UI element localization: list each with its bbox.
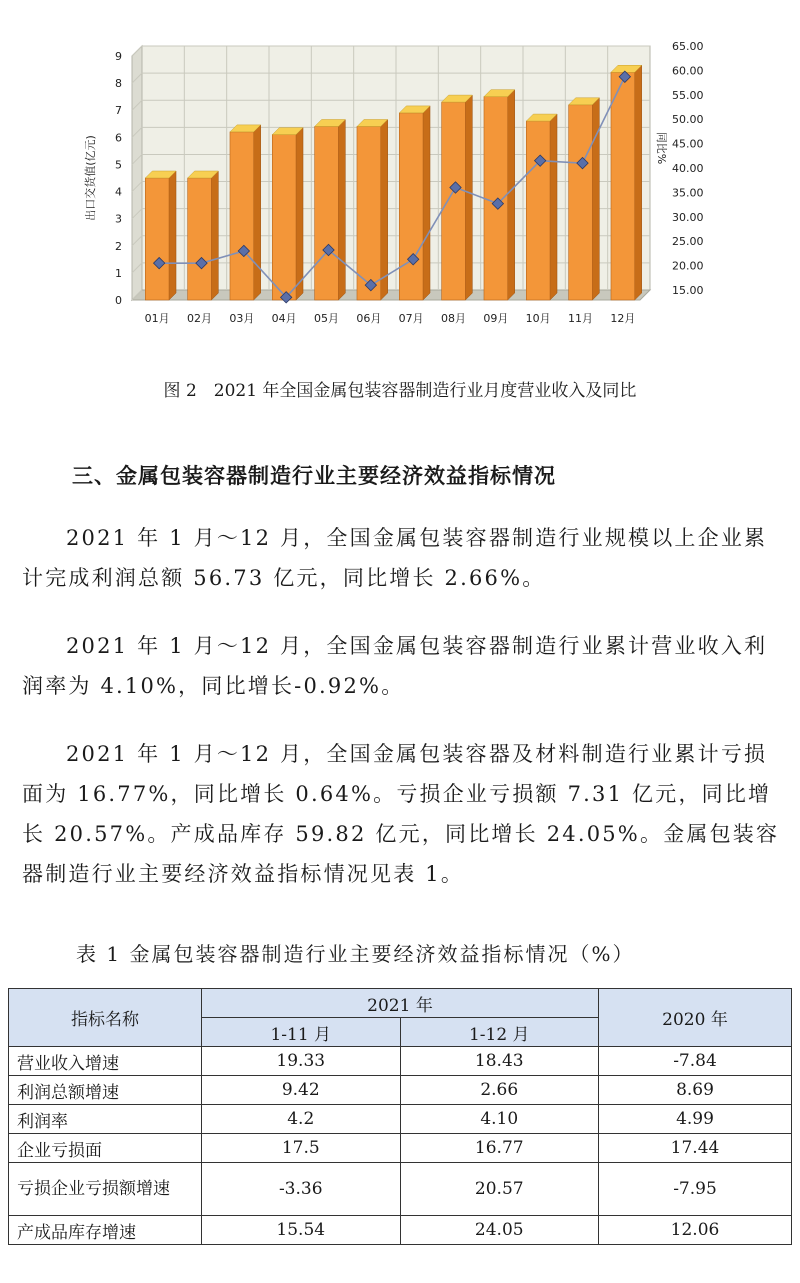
header-indicator-name: 指标名称 <box>9 989 202 1047</box>
paragraph-margin <box>22 626 782 706</box>
cell-2020: 12.06 <box>599 1216 792 1245</box>
bar-12月 <box>611 65 642 300</box>
cell-2020: -7.84 <box>599 1047 792 1076</box>
cell-1-11: 9.42 <box>202 1076 401 1105</box>
y2-tick-label: 60.00 <box>672 64 704 78</box>
y2-tick-label: 50.00 <box>672 113 704 127</box>
header-1-11: 1-11 月 <box>202 1018 401 1047</box>
bar-front <box>526 121 550 300</box>
bar-side <box>550 114 557 300</box>
bar-03月 <box>230 125 261 300</box>
y-tick-label: 0 <box>115 294 122 307</box>
y-tick-label: 9 <box>115 50 122 63</box>
cell-1-12: 4.10 <box>400 1105 599 1134</box>
y2-tick-label: 65.00 <box>672 40 704 53</box>
x-tick-label: 04月 <box>271 312 297 325</box>
x-tick-label: 10月 <box>525 312 551 325</box>
y2-axis-title: 同比% <box>655 131 668 165</box>
table-row <box>9 1105 792 1134</box>
table-row <box>9 1076 792 1105</box>
y2-tick-label: 55.00 <box>672 88 704 102</box>
paragraph-text: 2021 年 1 月～12 月，全国金属包装容器及材料制造行业累计亏损面为 16.77%，同比增长 0.64%。亏损企业亏损额 7.31 亿元，同比增长 20.57%。产成品库存 59.82 亿元，同比增长 24.05%。金属包装容器制造行业主要经济效益指标情况见表 1。 <box>22 742 780 886</box>
section-heading: 三、金属包装容器制造行业主要经济效益指标情况 <box>72 463 556 488</box>
bar-side <box>211 171 218 300</box>
revenue-chart <box>80 30 720 350</box>
bar-10月 <box>526 114 557 300</box>
bar-02月 <box>188 171 219 300</box>
y2-tick-label: 30.00 <box>672 210 704 224</box>
y-tick-label: 2 <box>115 239 122 253</box>
bar-front <box>611 72 635 300</box>
row-name: 企业亏损面 <box>9 1134 202 1163</box>
header-year-2020: 2020 年 <box>599 989 792 1047</box>
cell-1-12: 2.66 <box>400 1076 599 1105</box>
cell-1-11: 17.5 <box>202 1134 401 1163</box>
y-tick-label: 3 <box>115 212 122 226</box>
cell-2020: 17.44 <box>599 1134 792 1163</box>
row-name: 营业收入增速 <box>9 1047 202 1076</box>
bar-front <box>399 113 423 300</box>
bar-05月 <box>315 119 346 300</box>
y2-tick-label: 45.00 <box>672 137 704 151</box>
bar-09月 <box>484 90 515 300</box>
row-name: 利润总额增速 <box>9 1076 202 1105</box>
header-1-12: 1-12 月 <box>400 1018 599 1047</box>
indicators-table <box>8 988 792 1245</box>
bar-04月 <box>272 128 303 300</box>
x-tick-label: 12月 <box>610 312 636 325</box>
table-row <box>9 1134 792 1163</box>
y2-tick-label: 15.00 <box>672 284 704 297</box>
x-tick-label: 05月 <box>314 312 339 325</box>
bar-side <box>381 119 388 300</box>
revenue-chart-svg <box>80 30 720 350</box>
x-tick-label: 08月 <box>441 312 466 325</box>
cell-1-11: 4.2 <box>202 1105 401 1134</box>
y2-tick-label: 25.00 <box>672 235 704 249</box>
bar-front <box>315 126 339 300</box>
paragraph-text: 2021 年 1 月～12 月，全国金属包装容器制造行业规模以上企业累计完成利润总额 56.73 亿元，同比增长 2.66%。 <box>22 526 768 590</box>
figure-caption: 图 2 2021 年全国金属包装容器制造行业月度营业收入及同比 <box>163 381 637 401</box>
row-name: 亏损企业亏损额增速 <box>9 1163 202 1216</box>
y-tick-label: 8 <box>115 77 122 91</box>
plot-side-wall <box>132 46 142 300</box>
table-title: 表 1 金属包装容器制造行业主要经济效益指标情况（%） <box>76 942 635 966</box>
y2-tick-label: 40.00 <box>672 162 704 175</box>
cell-1-11: 19.33 <box>202 1047 401 1076</box>
cell-1-12: 20.57 <box>400 1163 599 1216</box>
cell-1-12: 16.77 <box>400 1134 599 1163</box>
bar-side <box>338 119 345 300</box>
bar-side <box>635 65 642 300</box>
x-tick-label: 09月 <box>483 312 509 325</box>
paragraph-text: 2021 年 1 月～12 月，全国金属包装容器制造行业累计营业收入利润率为 4.10%，同比增长-0.92%。 <box>22 634 768 698</box>
bar-front <box>230 132 254 300</box>
cell-1-12: 24.05 <box>400 1216 599 1245</box>
y-tick-label: 4 <box>115 185 122 199</box>
y2-tick-label: 35.00 <box>672 186 704 200</box>
cell-2020: 8.69 <box>599 1076 792 1105</box>
table-row <box>9 1163 792 1216</box>
bar-front <box>272 135 296 300</box>
x-tick-label: 06月 <box>356 312 382 325</box>
cell-1-12: 18.43 <box>400 1047 599 1076</box>
table-row <box>9 1216 792 1245</box>
bar-front <box>442 102 466 300</box>
y2-tick-label: 20.00 <box>672 259 704 273</box>
bar-11月 <box>569 98 600 300</box>
x-tick-label: 11月 <box>568 312 593 325</box>
bar-side <box>254 125 261 300</box>
bar-07月 <box>399 106 430 300</box>
bar-side <box>296 128 303 300</box>
bar-side <box>508 90 515 300</box>
bar-front <box>569 105 593 300</box>
row-name: 利润率 <box>9 1105 202 1134</box>
cell-1-11: 15.54 <box>202 1216 401 1245</box>
bar-side <box>423 106 430 300</box>
header-year-2021: 2021 年 <box>202 989 599 1018</box>
bar-side <box>592 98 599 300</box>
bar-front <box>357 126 381 300</box>
bar-06月 <box>357 119 388 300</box>
y-axis-title: 出口交货值(亿元) <box>84 135 97 221</box>
bar-front <box>188 178 212 300</box>
y-tick-label: 5 <box>115 158 122 172</box>
cell-1-11: -3.36 <box>202 1163 401 1216</box>
paragraph-profit <box>22 518 782 598</box>
y-tick-label: 1 <box>115 266 122 280</box>
bar-08月 <box>442 95 473 300</box>
x-tick-label: 07月 <box>398 312 424 325</box>
bar-01月 <box>145 171 176 300</box>
cell-2020: -7.95 <box>599 1163 792 1216</box>
y-tick-label: 7 <box>115 104 122 118</box>
paragraph-loss <box>22 734 782 894</box>
x-tick-label: 01月 <box>144 312 170 325</box>
bar-side <box>465 95 472 300</box>
x-tick-label: 02月 <box>187 312 212 325</box>
table-row <box>9 1047 792 1076</box>
row-name: 产成品库存增速 <box>9 1216 202 1245</box>
bar-front <box>145 178 169 300</box>
bar-side <box>169 171 176 300</box>
y-tick-label: 6 <box>115 131 122 145</box>
cell-2020: 4.99 <box>599 1105 792 1134</box>
x-tick-label: 03月 <box>229 312 255 325</box>
